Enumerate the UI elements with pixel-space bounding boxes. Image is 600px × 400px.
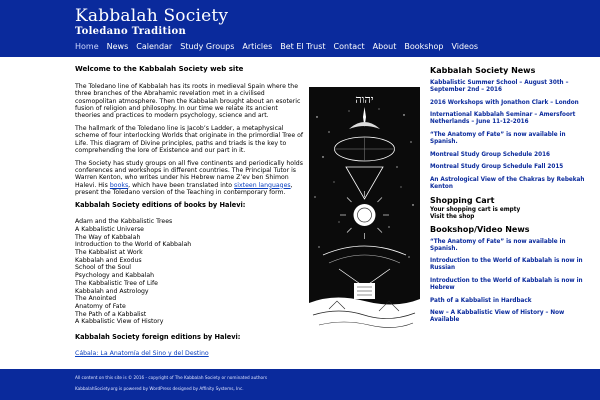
- site-footer: [0, 369, 600, 400]
- powered-by-text: KabbalahSociety.org is powered by WordPress designed by Affinity Systems, Inc.: [75, 386, 244, 391]
- nav-calendar[interactable]: Calendar: [136, 42, 173, 51]
- news-title: Kabbalah Society News: [430, 66, 536, 75]
- copyright-text: All content on this site is © 2016 - copyright of The Kabbalah Society or nominated authors: [75, 375, 268, 380]
- book-item: The Path of a Kabbalist: [75, 310, 147, 318]
- book-item: Kabbalah and Astrology: [75, 287, 149, 295]
- news-item[interactable]: Montreal Study Group Schedule Fall 2015: [430, 164, 564, 171]
- shop-news-item[interactable]: Introduction to the World of Kabbalah is now in Russian: [430, 258, 583, 272]
- intro-paragraph: The Toledano line of Kabbalah has its roots in medieval Spain where the three branches of the Abrahamic revelation met in a civilised cosmopolitan atmosphere. Then the Kabbalah brought about an esoteric fusion of religion and philosophy. In our time we relate its ancient theories and practices to modern psychology, science and art.: [75, 83, 301, 120]
- nav-articles[interactable]: Articles: [242, 42, 273, 51]
- hebrew-name-text: יהוה: [355, 93, 374, 106]
- nav-news[interactable]: News: [106, 42, 129, 51]
- site-header: [0, 0, 600, 57]
- nav-about[interactable]: About: [372, 42, 397, 51]
- news-item[interactable]: International Kabbalah Seminar – Amersfoort Netherlands – June 11-12-2016: [430, 112, 576, 126]
- foreign-edition-link[interactable]: Cábala: La Anatomía del Sino y del Destino: [75, 350, 209, 358]
- news-item[interactable]: Montreal Study Group Schedule 2016: [430, 151, 550, 158]
- book-item: The Kabbalistic Tree of Life: [75, 279, 158, 287]
- nav-videos[interactable]: Videos: [451, 42, 479, 51]
- shop-news-item[interactable]: New – A Kabbalistic View of History – Now Available: [430, 310, 565, 324]
- society-text-b: , which have been translated into: [128, 181, 235, 189]
- book-item: A Kabbalistic View of History: [75, 318, 164, 326]
- book-item: School of the Soul: [75, 264, 131, 272]
- book-item: Introduction to the World of Kabbalah: [75, 241, 192, 249]
- news-item[interactable]: An Astrological View of the Chakras by Rebekah Kenton: [430, 177, 585, 190]
- news-item[interactable]: 2016 Workshops with Jonathon Clark – London: [430, 99, 579, 106]
- book-item: Psychology and Kabbalah: [75, 272, 155, 280]
- site-subtitle: Toledano Tradition: [75, 26, 187, 37]
- news-item[interactable]: “The Anatomy of Fate” is now available in Spanish.: [430, 131, 566, 145]
- society-text-c: , present the Toledano version of the Teaching in contemporary form.: [75, 181, 293, 196]
- shop-news-item[interactable]: “The Anatomy of Fate” is now available in Spanish.: [430, 238, 566, 252]
- nav-home[interactable]: Home: [75, 42, 99, 51]
- nav-study-groups[interactable]: Study Groups: [180, 42, 235, 51]
- book-item: The Anointed: [75, 295, 117, 303]
- society-paragraph: [75, 160, 305, 196]
- book-item: The Way of Kabbalah: [75, 233, 141, 241]
- site-title[interactable]: Kabbalah Society: [75, 6, 229, 26]
- shopping-cart: [430, 196, 590, 221]
- book-item: Anatomy of Fate: [75, 302, 126, 310]
- books-heading: Kabbalah Society editions of books by Halevi:: [75, 201, 246, 210]
- cart-status: Your shopping cart is empty: [430, 206, 521, 213]
- shop-news-item[interactable]: Introduction to the World of Kabbalah is now in Hebrew: [430, 277, 583, 291]
- shop-news-title: Bookshop/Video News: [430, 224, 530, 234]
- books-link[interactable]: books: [109, 181, 129, 189]
- book-list: [75, 218, 305, 326]
- news-item[interactable]: Kabbalistic Summer School – August 30th – September 2nd – 2016: [430, 80, 569, 93]
- main-nav: [75, 42, 486, 52]
- languages-link[interactable]: sixteen languages: [234, 181, 291, 189]
- ladder-paragraph: The hallmark of the Toledano line is Jacob’s Ladder, a metaphysical scheme of four interlocking Worlds that originate in the primordial Tree of Life. This diagram of Divine principles, paths and triads is the key to comprehending the lore of Existence and our part in it.: [75, 125, 304, 154]
- cart-title: Shopping Cart: [430, 195, 495, 205]
- page-title: Welcome to the Kabbalah Society web site: [75, 65, 244, 73]
- foreign-heading: Kabbalah Society foreign editions by Halevi:: [75, 333, 241, 342]
- book-item: A Kabbalistic Universe: [75, 225, 144, 233]
- book-item: Kabbalah and Exodus: [75, 256, 142, 264]
- jacobs-ladder-illustration: [309, 87, 420, 335]
- nav-contact[interactable]: Contact: [333, 42, 365, 51]
- book-item: The Kabbalist at Work: [75, 249, 143, 257]
- book-item: Adam and the Kabbalistic Trees: [75, 218, 173, 226]
- nav-bookshop[interactable]: Bookshop: [404, 42, 444, 51]
- society-text-a: The Society has study groups on all five continents and periodically holds conferences and workshops in different countries. The Principal Tutor is Warren Kenton, who writes under his Hebrew name Z’ev ben Shimon Halevi. His: [75, 160, 303, 189]
- main-content: [75, 66, 305, 358]
- sidebar: [430, 66, 590, 330]
- visit-shop-link[interactable]: Visit the shop: [430, 213, 475, 220]
- shop-news-item[interactable]: Path of a Kabbalist in Hardback: [430, 297, 532, 304]
- nav-bet-el-trust[interactable]: Bet El Trust: [280, 42, 326, 51]
